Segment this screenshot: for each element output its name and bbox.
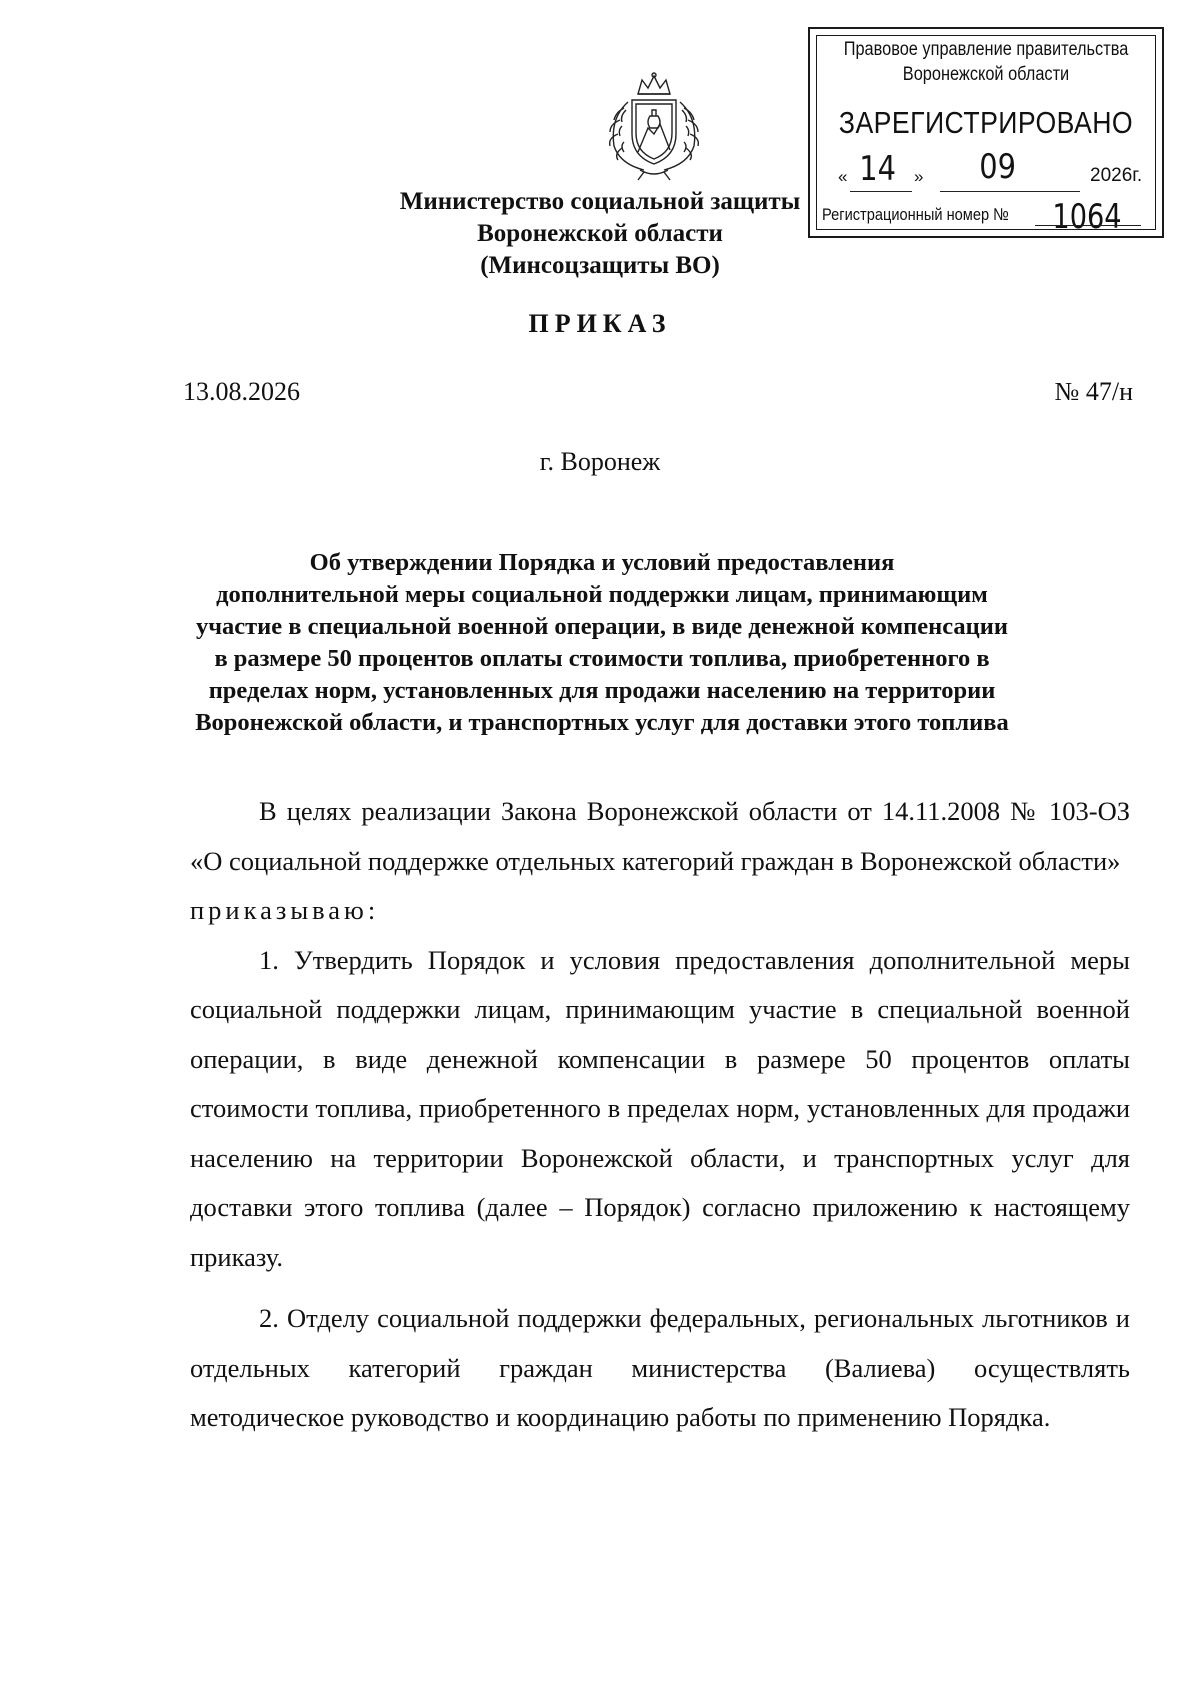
document-body [190,787,1130,1443]
document-title [150,547,1054,739]
preamble-paragraph: В целях реализации Закона Воронежской области от 14.11.2008 № 103-ОЗ «О социальной поддержке отдельных категорий граждан в Воронежской области» [190,796,1130,876]
title-line: в размере 50 процентов оплаты стоимости топлива, приобретенного в [214,645,990,672]
title-line: пределах норм, установленных для продажи населению на территории [208,677,996,704]
ministry-name-line-2: Воронежской области [477,220,723,247]
stamp-year: 2026г. [1090,165,1143,186]
title-line: Об утверждении Порядка и условий предоставления [309,549,895,576]
stamp-registration-date [838,147,1143,191]
document-number: № 47/н [1054,377,1133,406]
document-date: 13.08.2026 [183,377,300,406]
stamp-organization-line-2: Воронежской области [902,64,1070,85]
title-line: Воронежской области, и транспортных услуг для доставки этого топлива [195,709,1009,736]
title-line: участие в специальной военной операции, в виде денежной компенсации [195,613,1009,640]
order-item-1: 1. Утвердить Порядок и условия предоставления дополнительной меры социальной поддержки лицам, принимающим участие в специальной военной операции, в виде денежной компенсации в размере 50 процентов оплаты стоимости топлива, приобретенного в пределах норм, установленных для продажи населению на территории Воронежской области, и транспортных услуг для доставки этого топлива (далее – Порядок) согласно приложению к настоящему приказу. [190,944,1130,1272]
ministry-name-line-1: Министерство социальной защиты [399,188,801,215]
stamp-month: 09 [979,147,1017,187]
ministry-short-name: (Минсоцзащиты ВО) [480,252,720,279]
stamp-registration-number: 1064 [1052,197,1122,237]
stamp-quote-close: » [914,167,924,186]
order-word: приказываю: [190,895,380,925]
stamp-registered-label: ЗАРЕГИСТРИРОВАНО [838,105,1134,140]
stamp-day: 14 [859,149,897,189]
stamp-registration-number-label: Регистрационный номер № [822,205,1009,224]
coat-of-arms-emblem [598,72,710,182]
stamp-quote-open: « [838,167,848,186]
document-type: ПРИКАЗ [528,309,672,338]
title-line: дополнительной меры социальной поддержки лицам, принимающим [216,581,988,608]
order-item-2: 2. Отделу социальной поддержки федеральных, региональных льготников и отдельных категорий граждан министерства (Валиева) осуществлять методическое руководство и координацию работы по применению Порядка. [190,1303,1130,1432]
document-city: г. Воронеж [539,447,661,476]
stamp-organization-line-1: Правовое управление правительства [843,39,1129,60]
ministry-header [0,186,1200,282]
